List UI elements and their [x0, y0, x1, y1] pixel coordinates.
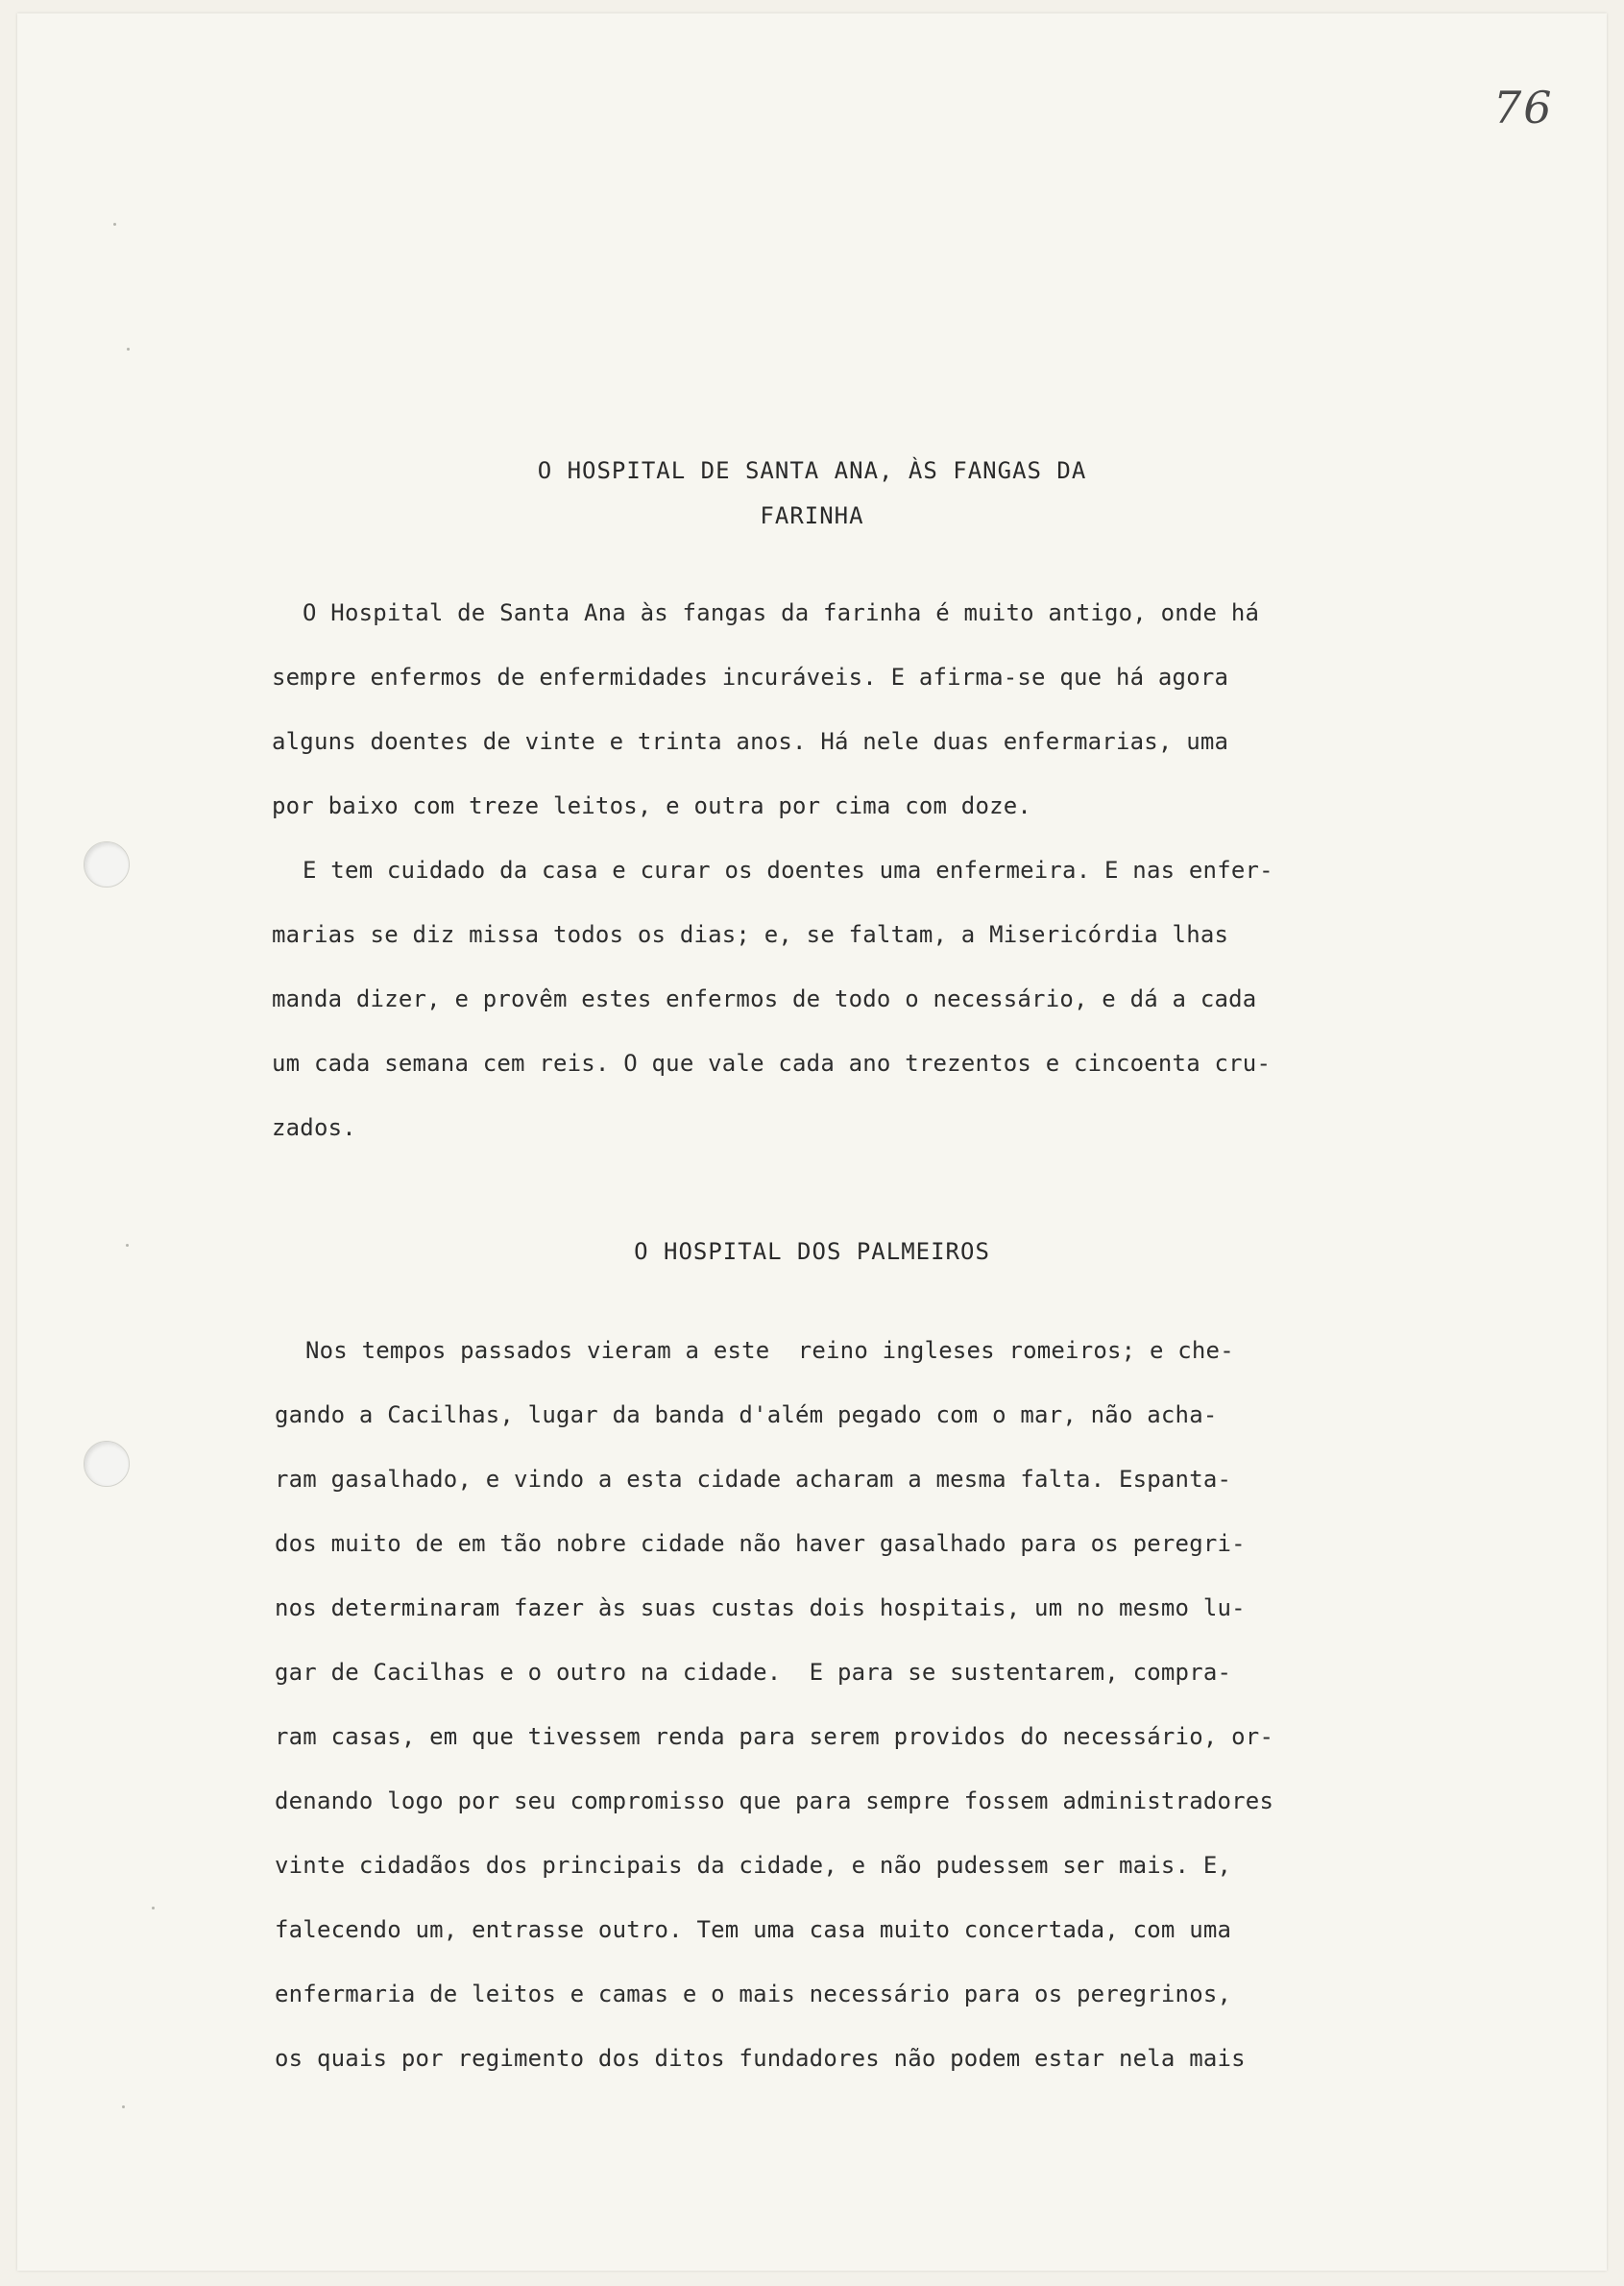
section-1-line: alguns doentes de vinte e trinta anos. Há nele duas enfermarias, uma — [272, 728, 1229, 755]
punch-hole-top — [84, 841, 130, 888]
section-1-line: manda dizer, e provêm estes enfermos de todo o necessário, e dá a cada — [272, 985, 1257, 1012]
section-1-line: zados. — [272, 1114, 356, 1141]
section-2-line: falecendo um, entrasse outro. Tem uma casa muito concertada, com uma — [275, 1916, 1232, 1943]
section-1-title-line-1: O HOSPITAL DE SANTA ANA, ÀS FANGAS DA — [537, 457, 1087, 484]
section-1-line: marias se diz missa todos os dias; e, se faltam, a Misericórdia lhas — [272, 921, 1229, 948]
section-2-line: denando logo por seu compromisso que para sempre fossem administradores — [275, 1787, 1274, 1814]
section-2-line: nos determinaram fazer às suas custas dois hospitais, um no mesmo lu- — [275, 1594, 1246, 1621]
punch-hole-bottom — [84, 1441, 130, 1487]
section-2-title: O HOSPITAL DOS PALMEIROS — [634, 1238, 990, 1265]
paper-speck — [122, 2105, 125, 2108]
section-2-line: Nos tempos passados vieram a este reino ingleses romeiros; e che- — [305, 1337, 1234, 1364]
section-2-line: vinte cidadãos dos principais da cidade, e não pudessem ser mais. E, — [275, 1852, 1232, 1879]
paper-speck — [127, 348, 130, 351]
section-1-line: sempre enfermos de enfermidades incuráveis. E afirma-se que há agora — [272, 664, 1229, 691]
section-2-line: ram gasalhado, e vindo a esta cidade acharam a mesma falta. Espanta- — [275, 1466, 1232, 1493]
section-2-line: enfermaria de leitos e camas e o mais necessário para os peregrinos, — [275, 1981, 1232, 2007]
page-number: 76 — [1493, 82, 1554, 134]
section-2-line: gar de Cacilhas e o outro na cidade. E para se sustentarem, compra- — [275, 1659, 1232, 1686]
section-1-line: por baixo com treze leitos, e outra por cima com doze. — [272, 792, 1032, 819]
section-2-line: ram casas, em que tivessem renda para serem providos do necessário, or- — [275, 1723, 1274, 1750]
paper-speck — [152, 1907, 155, 1909]
section-2-line: dos muito de em tão nobre cidade não haver gasalhado para os peregri- — [275, 1530, 1246, 1557]
section-2-line: os quais por regimento dos ditos fundadores não podem estar nela mais — [275, 2045, 1246, 2072]
section-1-line: E tem cuidado da casa e curar os doentes uma enfermeira. E nas enfer- — [303, 857, 1273, 884]
section-1-line: O Hospital de Santa Ana às fangas da farinha é muito antigo, onde há — [303, 599, 1260, 626]
section-1-title-line-2: FARINHA — [760, 502, 864, 529]
paper-speck — [113, 223, 116, 226]
section-1-line: um cada semana cem reis. O que vale cada ano trezentos e cincoenta cru- — [272, 1050, 1272, 1077]
section-2-line: gando a Cacilhas, lugar da banda d'além pegado com o mar, não acha- — [275, 1401, 1218, 1428]
